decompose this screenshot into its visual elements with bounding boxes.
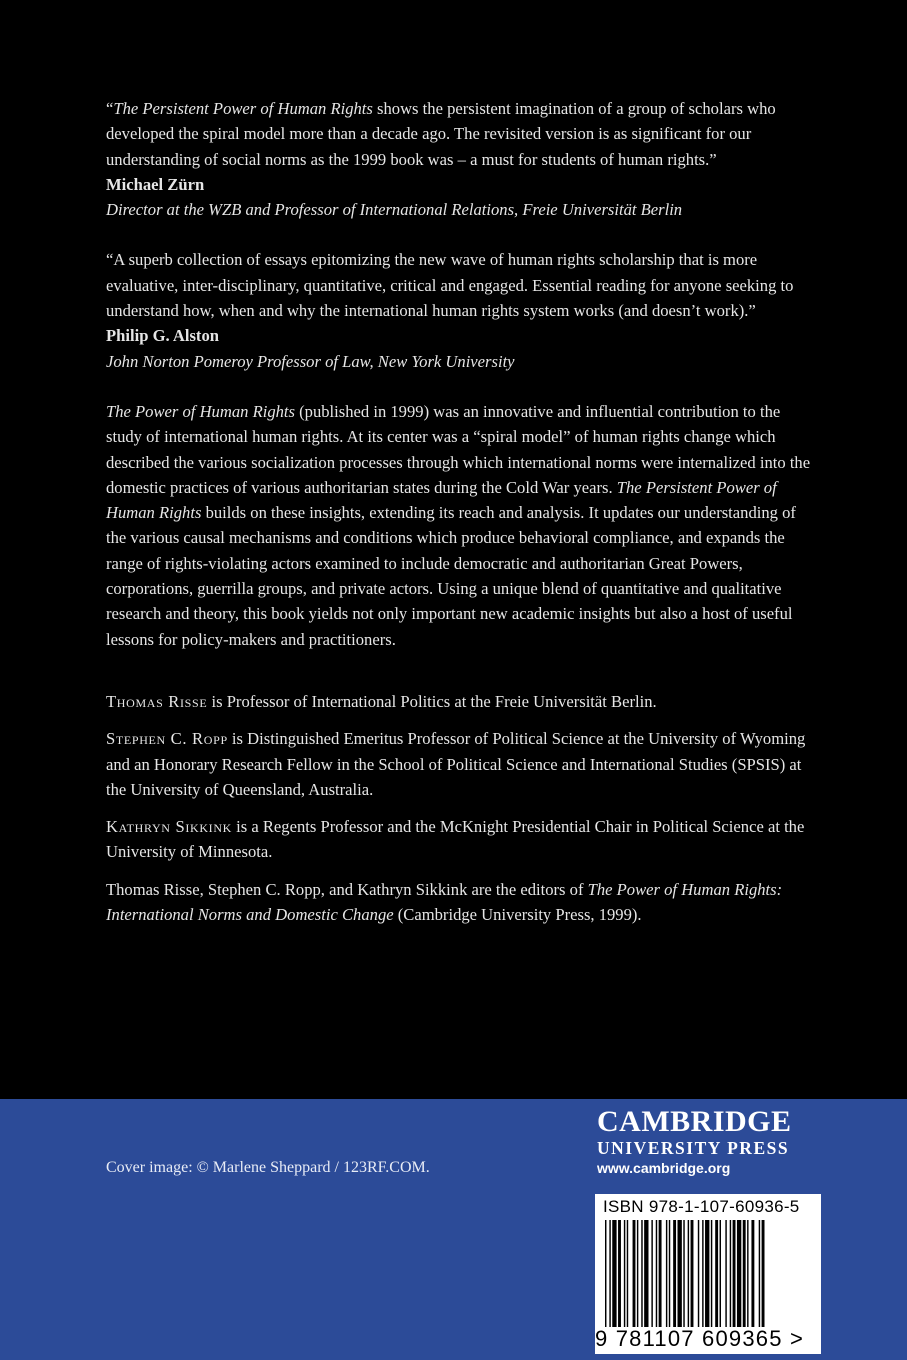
barcode-bar [759, 1220, 760, 1327]
barcode-bar [659, 1220, 662, 1327]
bio-sikkink-name: Kathryn Sikkink [106, 817, 232, 837]
barcode-bar [656, 1220, 657, 1327]
barcode-bar [683, 1220, 684, 1327]
barcode-bar [633, 1220, 636, 1327]
open-quote-mark: “ [106, 99, 114, 118]
barcode-bar [698, 1220, 699, 1327]
barcode-bar [678, 1220, 682, 1327]
barcode-bar [725, 1220, 726, 1327]
isbn-barcode [595, 1194, 821, 1354]
barcode-bar [715, 1220, 718, 1327]
bio-risse-name: Thomas Risse [106, 691, 208, 711]
bio-ropp [106, 726, 811, 802]
publisher-url: www.cambridge.org [597, 1160, 731, 1176]
barcode-bar [669, 1220, 670, 1327]
barcode-bar [691, 1220, 694, 1327]
bio-risse-text: is Professor of International Politics at the Freie Universität Berlin. [207, 691, 657, 711]
barcode-bar [624, 1220, 625, 1327]
editors-suffix: (Cambridge University Press, 1999). [393, 905, 642, 925]
barcode-bar [609, 1220, 610, 1327]
publisher-subtitle: UNIVERSITY PRESS [597, 1138, 790, 1158]
barcode-bar [705, 1220, 709, 1327]
barcode-bar [747, 1220, 748, 1327]
bio-sikkink-text: is a Regents Professor and the McKnight Presidential Chair in Political Science at the University of Minnesota. [106, 817, 805, 862]
bio-risse [106, 689, 811, 714]
description-title-2: The Persistent Power of Human Rights [106, 477, 777, 523]
barcode-bar [720, 1220, 721, 1327]
barcode-bar [751, 1220, 754, 1327]
quote-2-text: “A superb collection of essays epitomizing the new wave of human rights scholarship that is more evaluative, inter-disciplinary, quantitative, critical and engaged. Essential reading for anyone seeking to understand how, when and why the international human rights system works (and doesn’t work).” [106, 250, 794, 321]
endorsement-quote-2 [106, 247, 811, 373]
quote-1-body: shows the persistent imagination of a group of scholars who developed the spiral model more than a decade ago. The revisited version is as significant for our understanding of social norms as the 1999 book was – a must for students of human rights.” [106, 99, 776, 169]
barcode-bar [762, 1220, 765, 1327]
barcode-bar [702, 1220, 703, 1327]
description-title-1: The Power of Human Rights [106, 401, 295, 421]
endorsement-quote-1 [106, 96, 811, 222]
isbn-number: ISBN 978-1-107-60936-5 [603, 1197, 800, 1216]
barcode-bars [605, 1220, 809, 1327]
barcode-bar [605, 1220, 606, 1327]
barcode-digits: 9 781107 609365 > [595, 1326, 805, 1351]
barcode-bar [627, 1220, 628, 1327]
barcode-bar [612, 1220, 616, 1327]
barcode-bar [730, 1220, 731, 1327]
quote-1-author: Michael Zürn [106, 174, 205, 194]
quote-2-author: Philip G. Alston [106, 326, 219, 346]
publisher-logo [597, 1105, 827, 1179]
description-part-1: (published in 1999) was an innovative and influential contribution to the study of international human rights. At its center was a “spiral model” of human rights change which described the various socialization processes through which international norms were internalized into the domestic practices of various authoritarian states during the Cold War years. [106, 401, 811, 497]
publisher-name: CAMBRIDGE [597, 1105, 792, 1138]
barcode-bar [743, 1220, 746, 1327]
barcode-bar [637, 1220, 638, 1327]
barcode-bar [733, 1220, 736, 1327]
quote-1-book-title: The Persistent Power of Human Rights [113, 99, 373, 118]
quote-1-author-title: Director at the WZB and Professor of International Relations, Freie Universität Berlin [106, 200, 683, 220]
barcode-bar [737, 1220, 741, 1327]
barcode-bar [641, 1220, 642, 1327]
bio-ropp-text: is Distinguished Emeritus Professor of Political Science at the University of Wyoming and an Honorary Research Fellow in the School of Political Science and International Studies (SPSIS) at the University of Queensland, Australia. [106, 729, 806, 799]
barcode-bar [688, 1220, 689, 1327]
barcode-bar [673, 1220, 676, 1327]
cover-image-credit: Cover image: © Marlene Sheppard / 123RF.COM. [106, 1159, 430, 1176]
barcode-bar [618, 1220, 621, 1327]
back-cover-text [106, 96, 811, 939]
book-description [106, 399, 811, 652]
quote-1-text [106, 96, 811, 172]
editors-text: Thomas Risse, Stephen C. Ropp, and Kathryn Sikkink are the editors of [106, 879, 588, 899]
barcode-bar [666, 1220, 667, 1327]
barcode-bar [651, 1220, 652, 1327]
bio-ropp-name: Stephen C. Ropp [106, 729, 228, 749]
description-part-2: builds on these insights, extending its reach and analysis. It updates our understanding of the various causal mechanisms and conditions which produce behavioral compliance, and expands the range of rights-violating actors examined to include democratic and authoritarian Great Powers, corporations, guerrilla groups, and private actors. Using a unique blend of quantitative and qualitative research and theory, this book yields not only important new academic insights but also a host of useful lessons for policy-makers and practitioners. [106, 503, 796, 649]
quote-2-author-title: John Norton Pomeroy Professor of Law, New York University [106, 351, 515, 371]
barcode-bar [711, 1220, 712, 1327]
editors-note [106, 877, 811, 928]
bio-sikkink [106, 814, 811, 865]
editors-book-title: The Power of Human Rights: International Norms and Domestic Change [106, 879, 783, 925]
footer-band [0, 1099, 907, 1360]
barcode-bar [644, 1220, 648, 1327]
